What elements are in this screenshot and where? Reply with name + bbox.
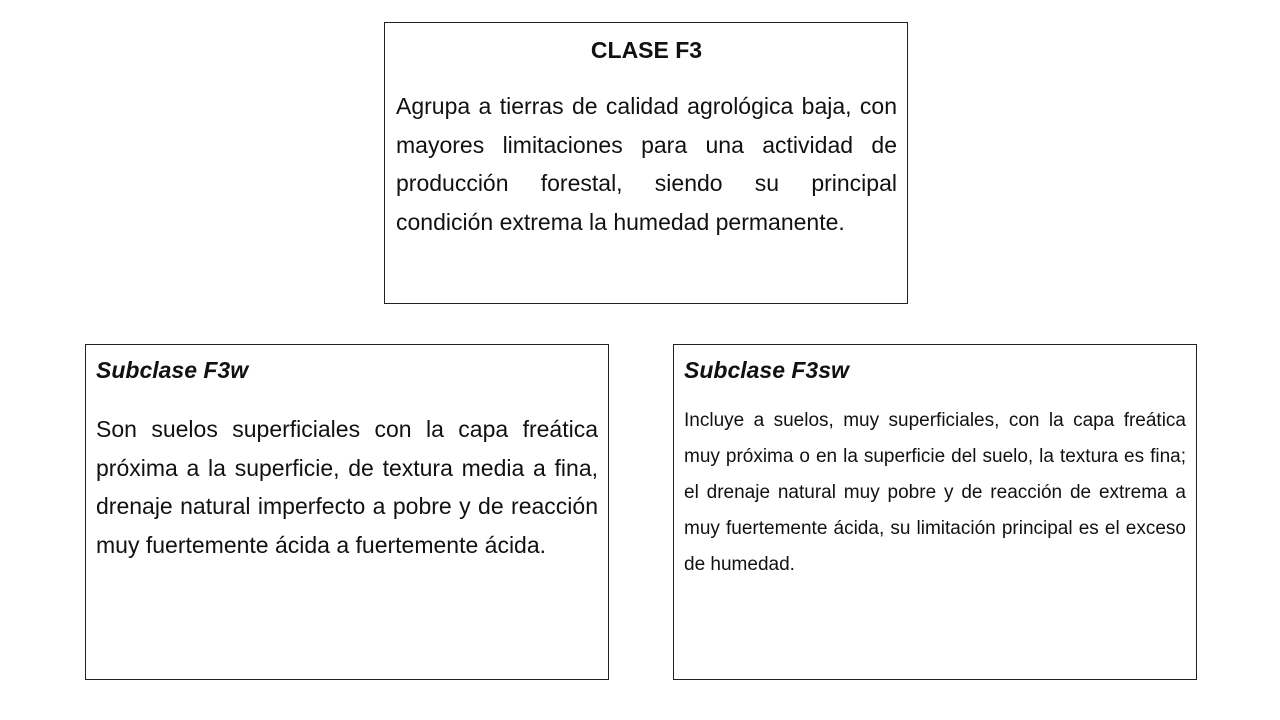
subclass-f3w-title: Subclase F3w [96,357,249,383]
subclass-f3sw-box [673,344,1197,680]
subclass-f3sw-title: Subclase F3sw [684,357,849,383]
subclass-f3w-box [85,344,609,680]
class-f3-box [384,22,908,304]
class-f3-title: CLASE F3 [590,37,703,63]
class-f3-description: Agrupa a tierras de calidad agrológica baja, con mayores limitaciones para una actividad de producción forestal, siendo su principal condición extrema la humedad permanente. [396,93,897,235]
subclass-f3sw-description: Incluye a suelos, muy superficiales, con la capa freática muy próxima o en la superficie del suelo, la textura es fina; el drenaje natural muy pobre y de reacción de extrema a muy fuertemente ácida, su limitación principal es el exceso de humedad. [684,410,1186,575]
subclass-f3w-description: Son suelos superficiales con la capa freática próxima a la superficie, de textura media a fina, drenaje natural imperfecto a pobre y de reacción muy fuertemente ácida a fuertemente ácida. [96,416,598,558]
